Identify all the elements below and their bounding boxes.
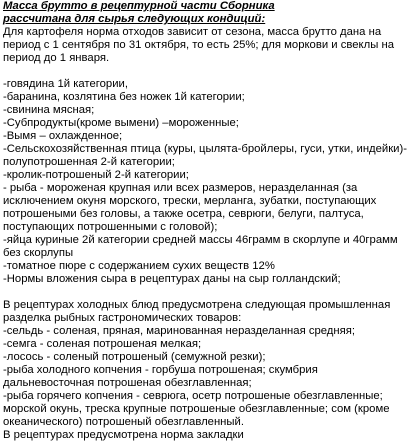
list-item: -Субпродукты(кроме вымени) –мороженные; bbox=[3, 117, 239, 129]
list-item: -рыба горячего копчения - севрюга, осетр потрошеные обезглавленные; морской окунь, треска крупные потрошеные обезглавленные; сом (кроме океанического) потрошеный обезглавленный. bbox=[3, 390, 390, 428]
list-item: -томатное пюре с содержанием сухих веществ 12% bbox=[3, 260, 275, 272]
list-item: - рыба - мороженая крупная или всех размеров, неразделанная (за исключением окуня морского, трески, мерланга, зубатки, поступающих потрошеными без головы, а также осетра, севрюги, белуги, палтуса, поступающих потрошенными с головой); bbox=[3, 182, 377, 233]
list-item: -яйца куриные 2й категории средней массы 46грамм в скорлупе и 40грамм без скорлупы bbox=[3, 234, 398, 259]
intro-paragraph: Для картофеля норма отходов зависит от сезона, масса брутто дана на период с 1 сентября по 31 октября, то есть 25%; для моркови и свеклы на период до 1 января. bbox=[3, 26, 394, 64]
cold-dishes-intro: В рецептурах холодных блюд предусмотрена следующая промышленная разделка рыбных гастрономических товаров: bbox=[3, 299, 391, 324]
list-item: -сельдь - соленая, пряная, маринованная неразделанная средняя; bbox=[3, 325, 356, 337]
list-item: -рыба холодного копчения - горбуша потрошеная; скумбрия дальневосточная потрошеная обезглавленная; bbox=[3, 364, 318, 389]
raw-materials-list bbox=[3, 78, 411, 286]
list-item: -Нормы вложения сыра в рецептурах даны на сыр голландский; bbox=[3, 273, 341, 285]
document-title-line-2: рассчитана для сырья следующих кондиций: bbox=[3, 13, 266, 25]
paragraph-gap bbox=[3, 65, 411, 78]
list-item: -семга - соленая потрошеная мелкая; bbox=[3, 338, 202, 350]
list-item: -баранина, козлятина без ножек 1й категории; bbox=[3, 91, 245, 103]
paragraph-gap bbox=[3, 286, 411, 299]
list-item: -кролик-потрошеный 2-й категории; bbox=[3, 169, 189, 181]
document-page bbox=[3, 0, 411, 441]
list-item: -Вымя – охлажденное; bbox=[3, 130, 123, 142]
list-item: -лосось - соленый потрошеный (семужной резки); bbox=[3, 351, 266, 363]
fish-processing-list bbox=[3, 325, 411, 429]
closing-line: В рецептурах предусмотрена норма закладки bbox=[3, 429, 244, 441]
document-title-line-1: Масса брутто в рецептурной части Сборника bbox=[3, 0, 275, 12]
list-item: -говядина 1й категории, bbox=[3, 78, 128, 90]
list-item: -Сельскохозяйственная птица (куры, цылята-бройлеры, гуси, утки, индейки)-полупотрошенная 2-й категории; bbox=[3, 143, 408, 168]
list-item: -свинина мясная; bbox=[3, 104, 95, 116]
